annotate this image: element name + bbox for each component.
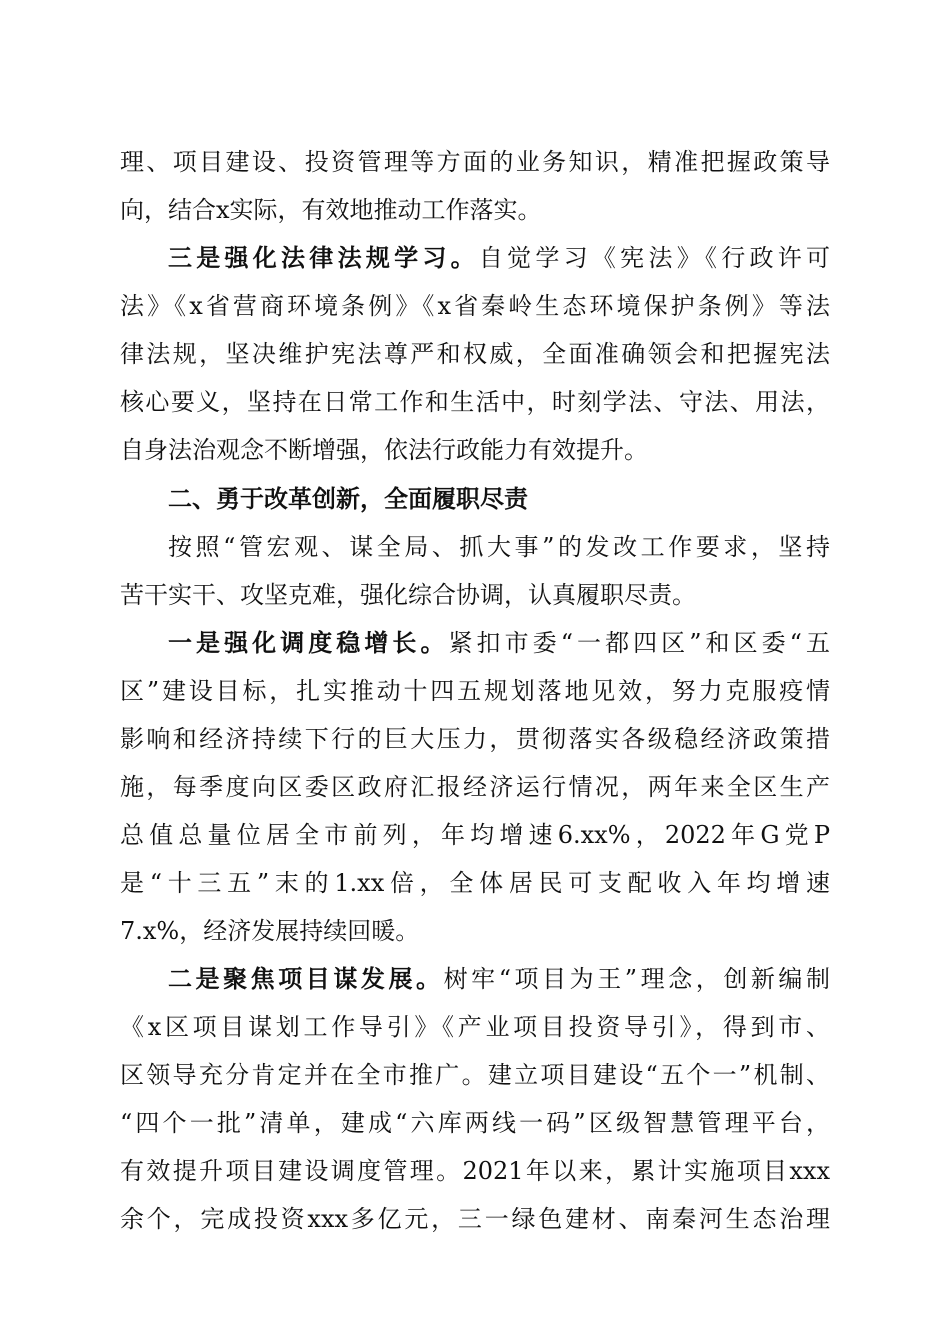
paragraph-line: 律法规，坚决维护宪法尊严和权威，全面准确领会和把握宪法 xyxy=(120,340,830,368)
paragraph-line: 区”建设目标，扎实推动十四五规划落地见效，努力克服疫情 xyxy=(120,677,830,705)
paragraph-line: 法》《x省营商环境条例》《x省秦岭生态环境保护条例》等法 xyxy=(120,292,830,320)
paragraph-line: 《x区项目谋划工作导引》《产业项目投资导引》，得到市、 xyxy=(120,1013,830,1041)
paragraph-lead: 二是聚焦项目谋发展。 xyxy=(168,964,444,993)
paragraph-text: 树牢“项目为王”理念，创新编制 xyxy=(443,965,830,993)
paragraph-line: 按照“管宏观、谋全局、抓大事”的发改工作要求，坚持 xyxy=(168,533,830,561)
paragraph-line: 核心要义，坚持在日常工作和生活中，时刻学法、守法、用法， xyxy=(120,388,830,416)
paragraph-first-line xyxy=(168,619,830,667)
paragraph-line: 向，结合x实际，有效地推动工作落实。 xyxy=(120,196,542,224)
paragraph-line: 理、项目建设、投资管理等方面的业务知识，精准把握政策导 xyxy=(120,148,830,176)
paragraph-lead: 一是强化调度稳增长。 xyxy=(168,628,449,657)
paragraph-line: 施，每季度向区委区政府汇报经济运行情况，两年来全区生产 xyxy=(120,773,830,801)
paragraph-line: 自身法治观念不断增强，依法行政能力有效提升。 xyxy=(120,436,648,464)
paragraph-lead: 三是强化法律法规学习。 xyxy=(168,243,479,272)
paragraph-line: “四个一批”清单，建成“六库两线一码”区级智慧管理平台， xyxy=(120,1109,830,1137)
paragraph-line: 7.x%，经济发展持续回暖。 xyxy=(120,917,420,945)
section-heading: 二、勇于改革创新，全面履职尽责 xyxy=(168,485,528,513)
paragraph-line: 区领导充分肯定并在全市推广。建立项目建设“五个一”机制、 xyxy=(120,1061,830,1089)
paragraph-text: 紧扣市委“一都四区”和区委“五 xyxy=(448,629,831,657)
paragraph-line: 有效提升项目建设调度管理。2021年以来，累计实施项目xxx xyxy=(120,1157,830,1185)
paragraph-line: 余个，完成投资xxx多亿元，三一绿色建材、南秦河生态治理 xyxy=(120,1205,830,1233)
paragraph-line: 总值总量位居全市前列，年均增速6.xx%，2022年G党P xyxy=(120,821,830,849)
paragraph-first-line xyxy=(168,234,830,282)
paragraph-line: 苦干实干、攻坚克难，强化综合协调，认真履职尽责。 xyxy=(120,581,696,609)
paragraph-line: 是“十三五”末的1.xx倍，全体居民可支配收入年均增速 xyxy=(120,869,830,897)
paragraph-text: 自觉学习《宪法》《行政许可 xyxy=(478,244,831,272)
paragraph-first-line xyxy=(168,955,830,1003)
paragraph-line: 影响和经济持续下行的巨大压力，贯彻落实各级稳经济政策措 xyxy=(120,725,830,753)
